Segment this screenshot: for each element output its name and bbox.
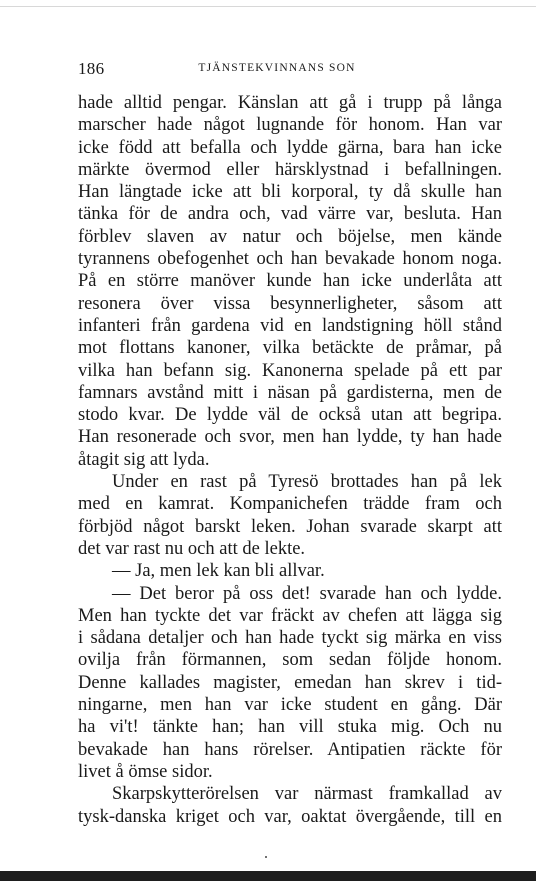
- text-line: famnars avstånd mitt i näsan på gardisterna, men de: [78, 382, 502, 403]
- text-line: bevakade han hans rörelser. Antipatien räckte för: [78, 739, 502, 760]
- text-line: Men han tyckte det var fräckt av chefen att lägga sig: [78, 605, 502, 626]
- text-line: med en kamrat. Kompanichefen trädde fram och: [78, 494, 502, 515]
- text-line: icke född att befalla och lydde gärna, bara han icke: [78, 137, 502, 158]
- text-line: Han längtade icke att bli korporal, ty då skulle han: [78, 182, 502, 203]
- text-line: märkte övermod eller härsklystnad i befallningen.: [78, 159, 502, 180]
- text-line: På en större manöver kunde han icke underlåta att: [78, 271, 502, 292]
- bottom-edge-band: [0, 871, 536, 881]
- text-line: Under en rast på Tyresö brottades han på lek: [112, 472, 502, 493]
- text-line: Han resonerade och svor, men han lydde, ty han hade: [78, 427, 502, 448]
- text-line: det var rast nu och att de lekte.: [78, 538, 306, 559]
- text-line: resonera över vissa besynnerligheter, såsom att: [78, 293, 502, 314]
- running-head: TJÄNSTEKVINNANS SON: [198, 62, 356, 74]
- text-line: tyrannens obefogenhet och han bevakade honom noga.: [78, 249, 502, 270]
- body-text: [78, 92, 502, 828]
- text-line: Denne kallades magister, emedan han skrev i tid-: [78, 672, 502, 693]
- text-line: stodo kvar. De lydde väl de också utan att begripa.: [78, 405, 502, 426]
- text-line: Skarpskytterörelsen var närmast framkallad av: [112, 784, 502, 805]
- text-line: i sådana detaljer och han hade tyckt sig märka en viss: [78, 628, 502, 649]
- text-line: åtagit sig att lyda.: [78, 449, 210, 470]
- top-edge-rule: [0, 6, 536, 7]
- text-line: ovilja från förmannen, som sedan följde honom.: [78, 650, 502, 671]
- text-line: vilka han befann sig. Kanonerna spelade på ett par: [78, 360, 502, 381]
- text-line: förblev slaven av natur och böjelse, men kände: [78, 226, 502, 247]
- text-line: tysk-danska kriget och var, oaktat övergående, till en: [78, 806, 502, 827]
- text-line: — Det beror på oss det! svarade han och lydde.: [112, 583, 502, 604]
- text-line: mot flottans kanoner, vilka betäckte de pråmar, på: [78, 338, 502, 359]
- text-line: ningarne, men han var icke student en gång. Där: [78, 695, 502, 716]
- text-line: ha vi't! tänkte han; han vill stuka mig. Och nu: [78, 717, 502, 738]
- text-line: förbjöd något barskt leken. Johan svarade skarpt att: [78, 516, 502, 537]
- text-line: livet å ömse sidor.: [78, 761, 213, 782]
- text-line: infanteri från gardena vid en landstigning höll stånd: [78, 315, 502, 336]
- text-line: hade alltid pengar. Känslan att gå i trupp på långa: [78, 93, 502, 113]
- page-number: 186: [78, 59, 105, 78]
- text-line: tänka för de andra och, vad värre var, besluta. Han: [78, 204, 502, 225]
- ink-speck: [265, 856, 267, 858]
- text-line: marscher hade något lugnande för honom. Han var: [78, 115, 502, 136]
- text-line: — Ja, men lek kan bli allvar.: [112, 561, 325, 582]
